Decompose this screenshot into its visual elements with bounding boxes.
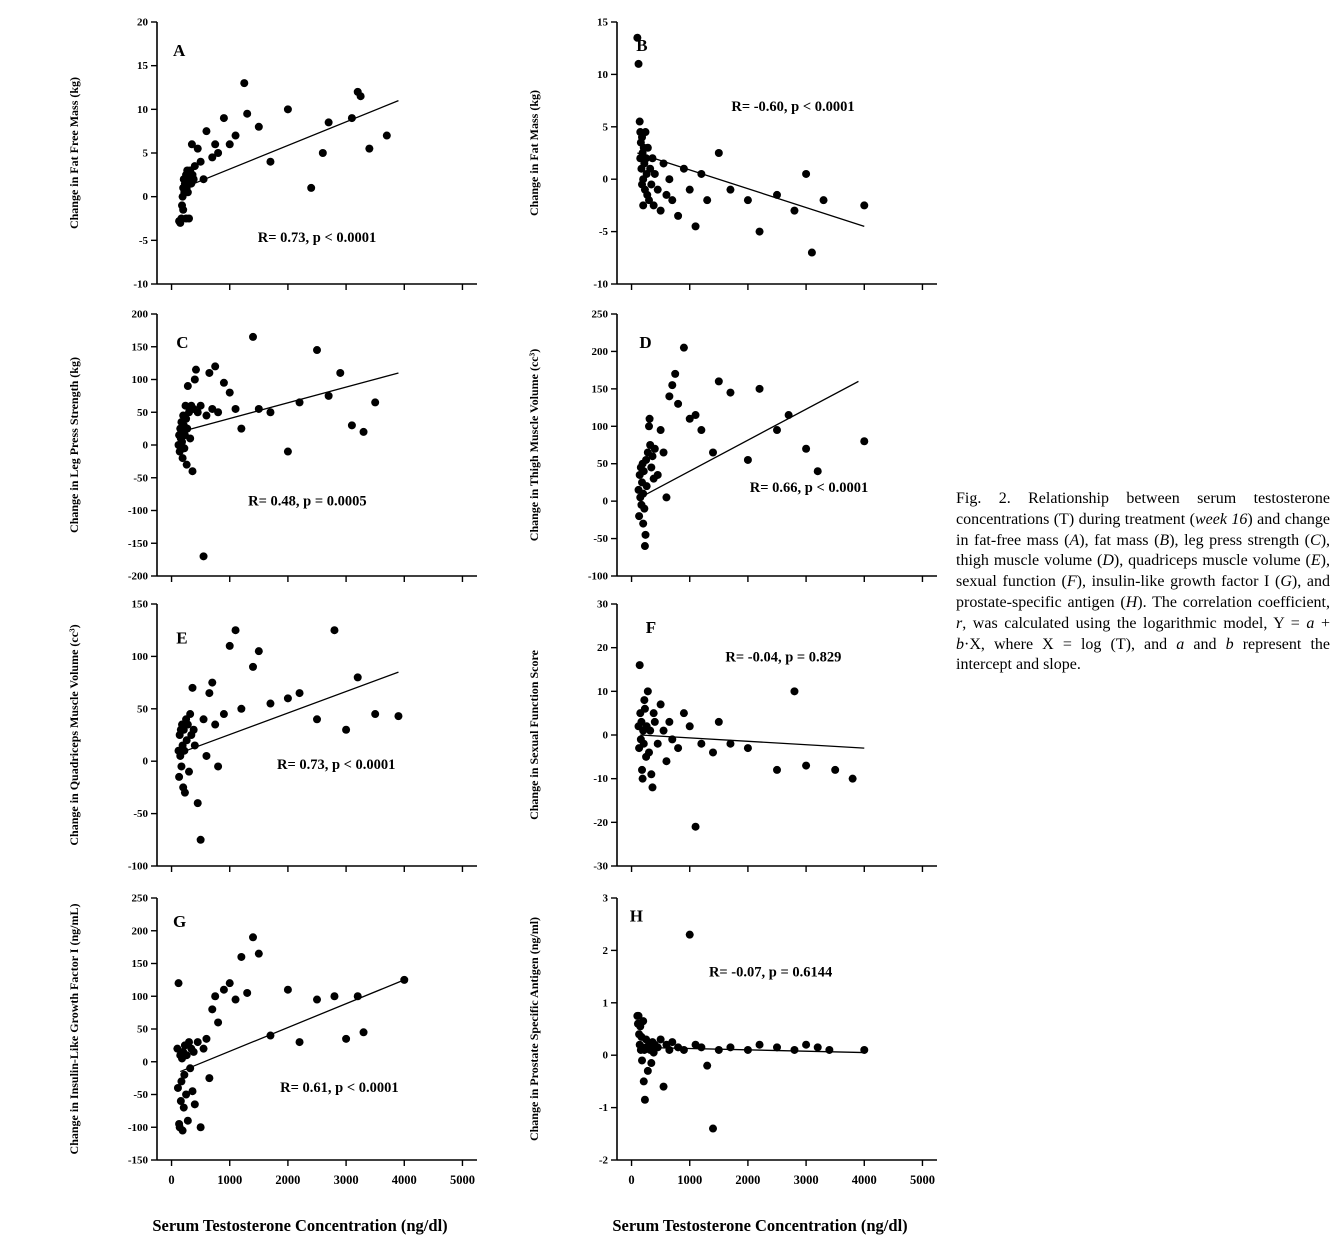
- svg-text:200: 200: [131, 308, 148, 321]
- svg-text:-100: -100: [127, 860, 148, 873]
- svg-text:R= 0.73, p < 0.0001: R= 0.73, p < 0.0001: [257, 230, 377, 247]
- svg-text:150: 150: [131, 958, 148, 970]
- svg-text:-10: -10: [133, 278, 148, 291]
- svg-text:-10: -10: [593, 278, 608, 291]
- svg-text:200: 200: [591, 345, 608, 358]
- svg-text:-150: -150: [127, 1154, 148, 1167]
- svg-text:-150: -150: [127, 537, 148, 550]
- svg-text:-50: -50: [133, 1089, 148, 1101]
- svg-text:R= 0.48, p = 0.0005: R= 0.48, p = 0.0005: [248, 493, 367, 510]
- svg-text:0: 0: [142, 439, 148, 452]
- svg-text:R= -0.04, p = 0.829: R= -0.04, p = 0.829: [725, 649, 842, 666]
- svg-text:10: 10: [597, 685, 608, 698]
- svg-text:2000: 2000: [735, 1173, 761, 1187]
- svg-text:5: 5: [602, 121, 608, 134]
- svg-text:F: F: [645, 617, 657, 637]
- svg-text:-50: -50: [133, 808, 148, 821]
- panel-a-fat-free-mass: [62, 8, 502, 300]
- svg-text:0: 0: [602, 173, 608, 186]
- svg-text:-50: -50: [593, 533, 608, 546]
- svg-text:10: 10: [137, 103, 148, 116]
- svg-text:150: 150: [591, 383, 608, 396]
- svg-text:R= -0.60, p < 0.0001: R= -0.60, p < 0.0001: [731, 99, 855, 116]
- svg-text:50: 50: [137, 703, 148, 716]
- svg-text:Change in Prostate Specific An: Change in Prostate Specific Antigen (ng/ml): [527, 916, 541, 1142]
- svg-text:5000: 5000: [909, 1173, 935, 1187]
- svg-text:2: 2: [602, 944, 608, 957]
- svg-text:-200: -200: [127, 570, 148, 583]
- svg-text:250: 250: [131, 892, 148, 905]
- svg-text:0: 0: [142, 755, 148, 768]
- svg-text:150: 150: [131, 341, 148, 354]
- svg-text:0: 0: [628, 1173, 635, 1187]
- svg-text:H: H: [629, 906, 644, 926]
- panel-c-leg-press-strength: [62, 300, 502, 592]
- svg-text:-100: -100: [127, 1121, 148, 1134]
- svg-text:4000: 4000: [391, 1173, 417, 1187]
- svg-text:-10: -10: [593, 773, 608, 786]
- svg-text:Change in Sexual Function Scor: Change in Sexual Function Score: [527, 650, 541, 820]
- svg-text:E: E: [176, 628, 188, 648]
- svg-text:A: A: [173, 41, 186, 61]
- svg-text:-100: -100: [127, 505, 148, 517]
- svg-text:20: 20: [597, 642, 608, 655]
- svg-text:10: 10: [597, 68, 608, 81]
- svg-text:5: 5: [142, 147, 148, 160]
- panel-g-igf1: [62, 884, 502, 1214]
- svg-text:Change in Quadriceps Muscle Vo: Change in Quadriceps Muscle Volume (cc³): [67, 624, 81, 846]
- svg-text:-50: -50: [133, 472, 148, 485]
- svg-text:0: 0: [602, 729, 608, 742]
- svg-text:50: 50: [597, 458, 608, 471]
- figure-caption: Fig. 2. Relationship between serum testosterone concentrations (T) during treatment (week 16) and change in fat-free mass (A), fat mass (B), leg press strength (C), thigh muscle volume (D), quadriceps muscle volume (E), sexual function (F), insulin-like growth factor I (G), and prostate-specific antigen (H). The correlation coefficient, r, was calculated using the logarithmic model, Y = a + b·X, where X = log (T), and a and b represent the intercept and slope.: [956, 490, 1331, 674]
- panel-e-quadriceps-muscle-volume: [62, 590, 502, 882]
- svg-text:3000: 3000: [333, 1173, 359, 1187]
- svg-text:15: 15: [597, 16, 608, 29]
- svg-text:250: 250: [591, 308, 608, 321]
- svg-text:R= -0.07, p = 0.6144: R= -0.07, p = 0.6144: [708, 964, 833, 981]
- svg-text:Change in Fat Free Mass (kg): Change in Fat Free Mass (kg): [67, 76, 81, 230]
- svg-text:1000: 1000: [677, 1173, 703, 1187]
- svg-text:-2: -2: [598, 1154, 608, 1167]
- svg-text:0: 0: [142, 191, 148, 204]
- svg-text:1000: 1000: [217, 1173, 243, 1187]
- panel-h-psa: [522, 884, 962, 1214]
- svg-text:G: G: [173, 911, 187, 931]
- svg-text:D: D: [639, 333, 652, 353]
- svg-text:3: 3: [602, 892, 608, 905]
- svg-text:Change in Leg Press Strength (: Change in Leg Press Strength (kg): [67, 357, 81, 533]
- svg-text:-5: -5: [598, 226, 608, 239]
- svg-text:3000: 3000: [793, 1173, 819, 1187]
- svg-text:-1: -1: [598, 1102, 608, 1115]
- svg-text:Change in Thigh Muscle Volume: Change in Thigh Muscle Volume (cc³): [527, 348, 541, 542]
- svg-text:0: 0: [168, 1173, 175, 1187]
- svg-text:150: 150: [131, 598, 148, 611]
- svg-text:100: 100: [131, 650, 148, 663]
- svg-text:C: C: [176, 333, 189, 353]
- svg-text:Change in Insulin-Like Growth: Change in Insulin-Like Growth Factor I (ng/mL): [67, 903, 81, 1155]
- x-axis-title-left: Serum Testosterone Concentration (ng/dl): [152, 1216, 448, 1235]
- svg-text:-30: -30: [593, 860, 608, 873]
- svg-text:100: 100: [131, 374, 148, 386]
- svg-text:R= 0.73, p < 0.0001: R= 0.73, p < 0.0001: [276, 757, 396, 774]
- x-axis-title-right: Serum Testosterone Concentration (ng/dl): [612, 1216, 908, 1235]
- svg-text:5000: 5000: [449, 1173, 475, 1187]
- svg-text:1: 1: [602, 997, 608, 1010]
- svg-text:0: 0: [602, 1049, 608, 1062]
- svg-text:2000: 2000: [275, 1173, 301, 1187]
- svg-text:R= 0.61, p < 0.0001: R= 0.61, p < 0.0001: [280, 1079, 399, 1096]
- svg-text:50: 50: [137, 406, 148, 419]
- panel-d-thigh-muscle-volume: [522, 300, 962, 592]
- svg-text:15: 15: [137, 60, 148, 73]
- svg-text:0: 0: [142, 1056, 148, 1069]
- panel-f-sexual-function: [522, 590, 962, 882]
- svg-text:B: B: [636, 35, 648, 55]
- svg-text:30: 30: [597, 598, 608, 611]
- svg-text:100: 100: [131, 990, 148, 1003]
- svg-text:0: 0: [602, 495, 608, 508]
- svg-text:Change in Fat Mass (kg): Change in Fat Mass (kg): [527, 89, 541, 217]
- svg-text:100: 100: [591, 420, 608, 433]
- svg-text:4000: 4000: [851, 1173, 877, 1187]
- svg-text:50: 50: [137, 1023, 148, 1036]
- svg-text:R= 0.66, p < 0.0001: R= 0.66, p < 0.0001: [749, 480, 869, 497]
- svg-text:-20: -20: [593, 816, 608, 829]
- svg-text:20: 20: [137, 16, 148, 29]
- panel-b-fat-mass: [522, 8, 962, 300]
- svg-text:200: 200: [131, 925, 148, 938]
- svg-text:-100: -100: [587, 570, 608, 583]
- svg-text:-5: -5: [138, 234, 148, 247]
